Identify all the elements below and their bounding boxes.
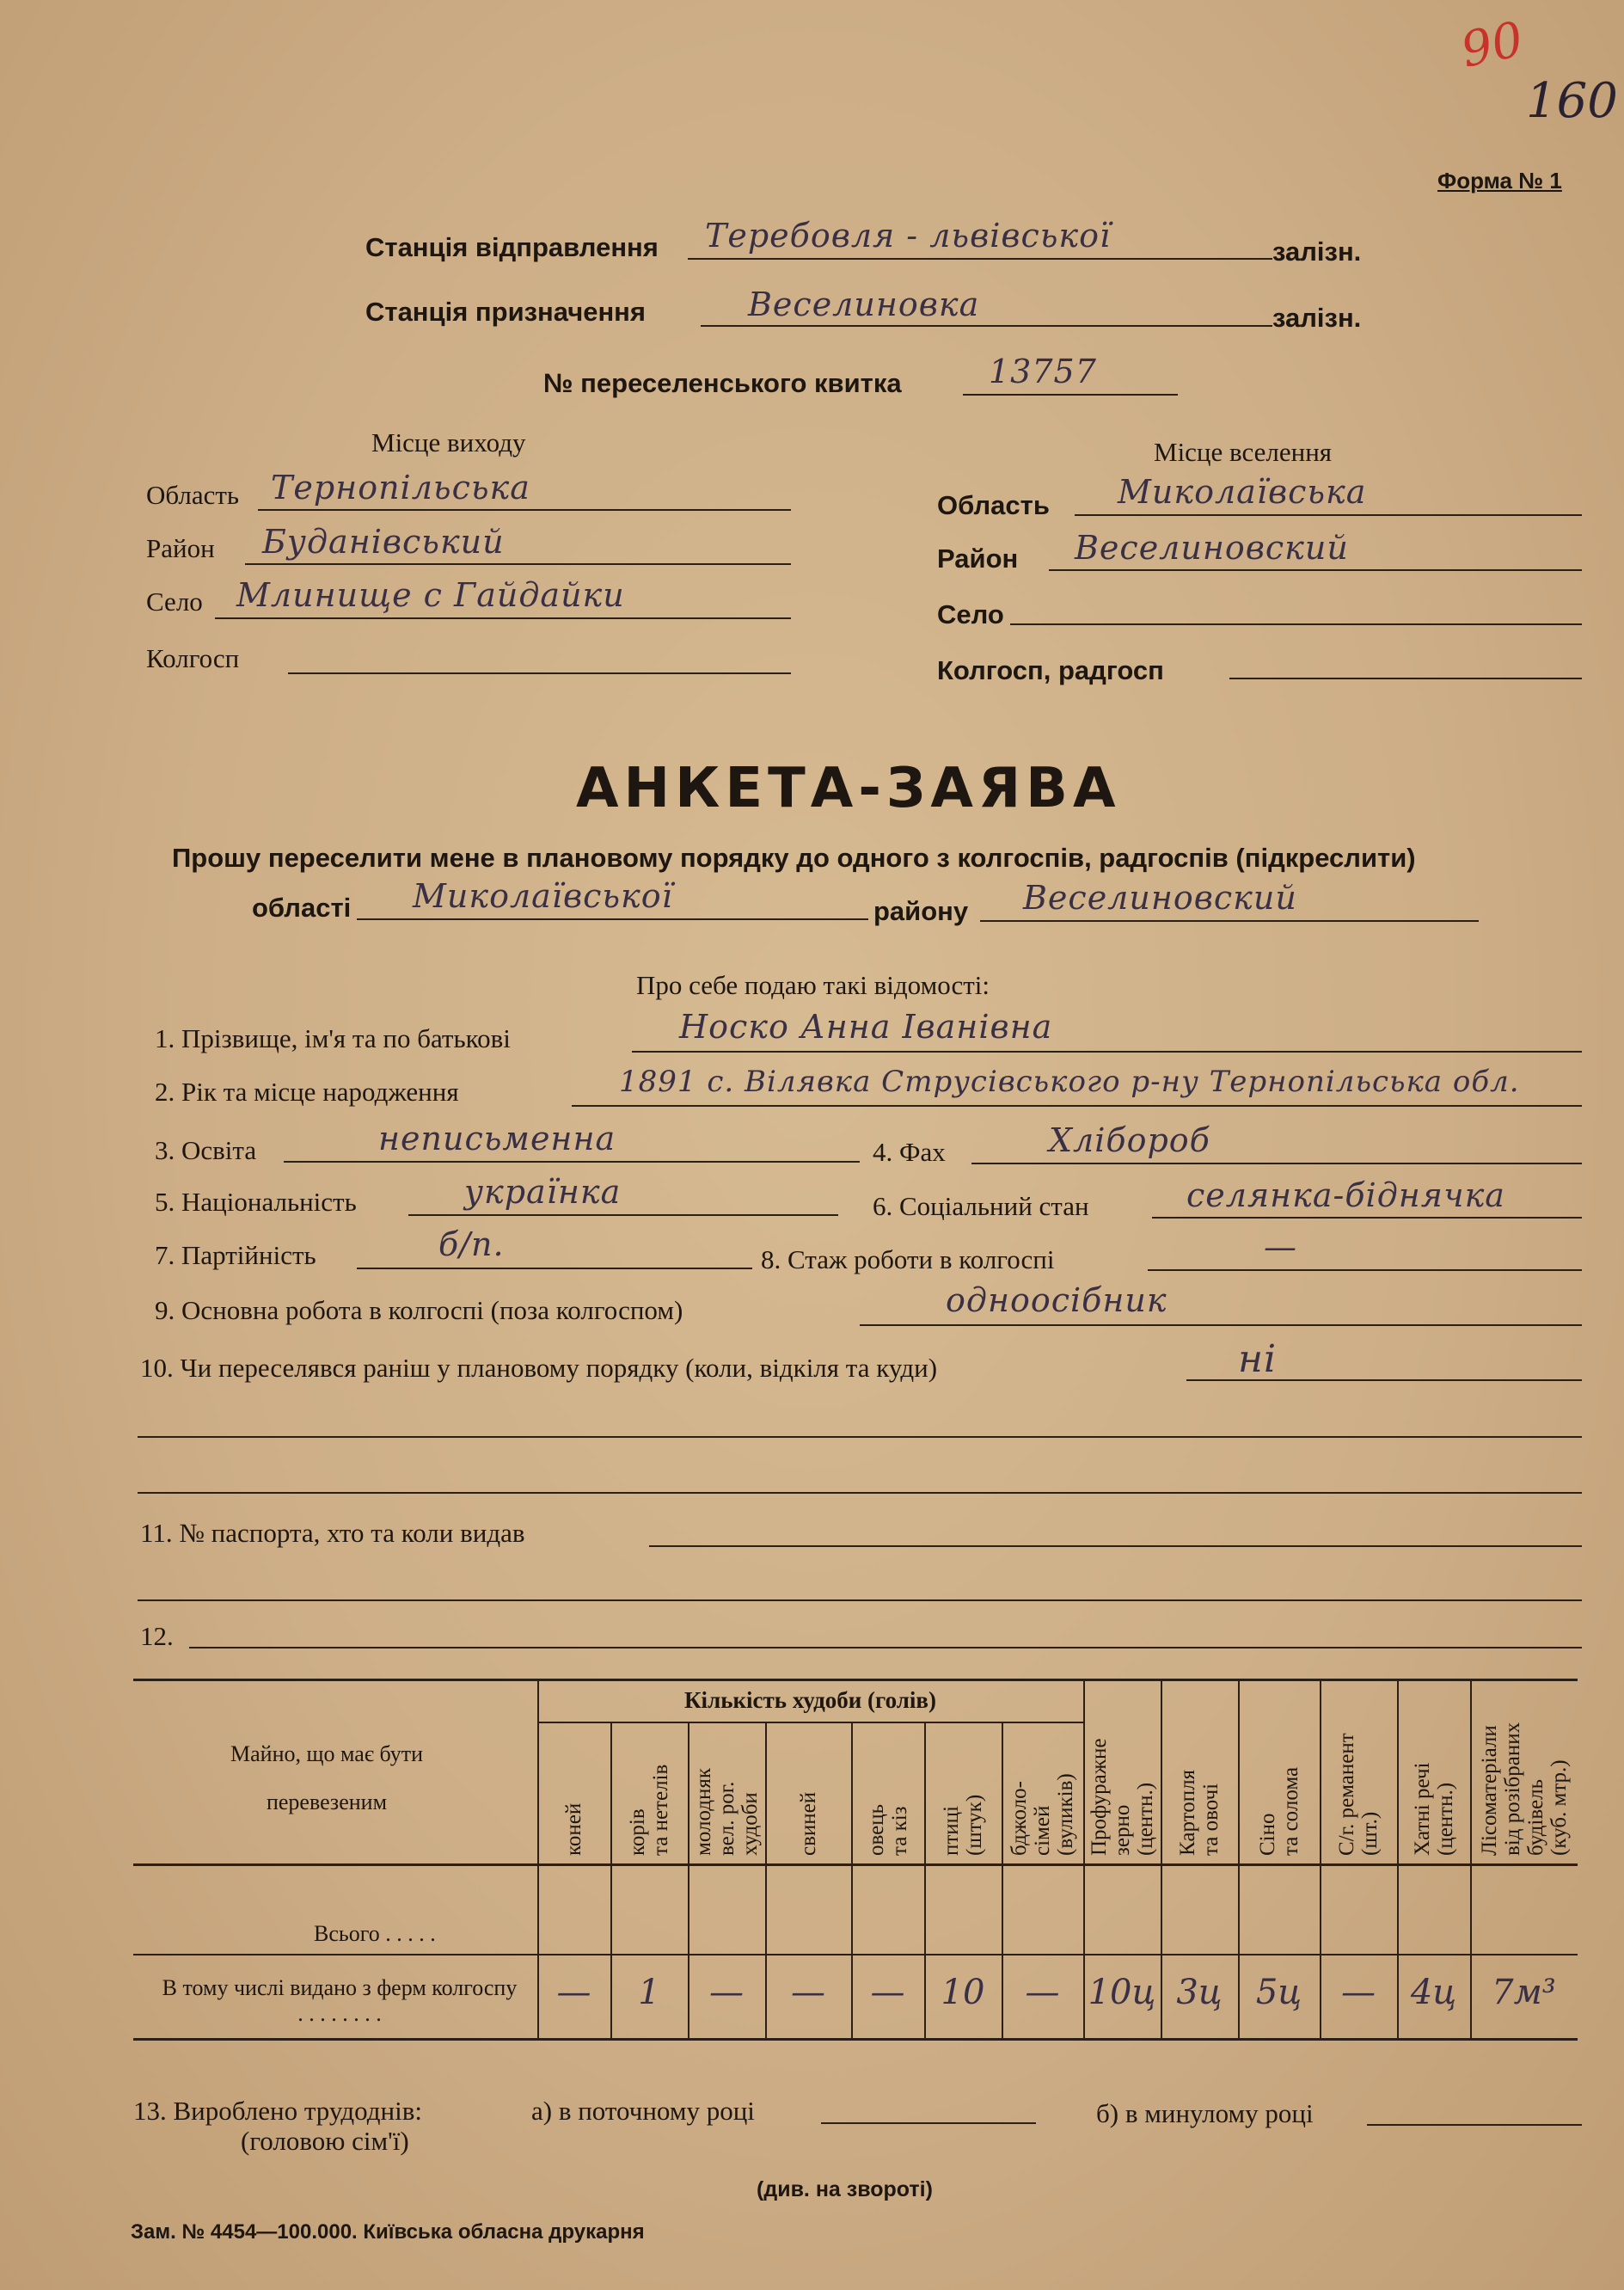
origin-kolhosp-label: Колгосп	[146, 643, 240, 673]
issued-cell: 7м³	[1492, 1973, 1556, 2012]
column-header: С/г. реманент (шт.)	[1335, 1733, 1382, 1856]
origin-selo-value: Млинище с Гайдайки	[236, 576, 625, 614]
dest-selo-label: Село	[937, 599, 1004, 629]
request-oblast-label: області	[252, 893, 352, 923]
origin-raion-value: Буданівський	[262, 523, 505, 561]
f12-label: 12.	[140, 1621, 174, 1651]
request-raion-value: Веселиновский	[1023, 879, 1297, 917]
column-header: Профуражне зерно (центн.)	[1087, 1738, 1157, 1856]
ticket-label: № переселенського квитка	[543, 368, 902, 398]
archive-number-red: 90	[1456, 11, 1529, 79]
f4-label: 4. Фах	[873, 1137, 946, 1167]
f5-label: 5. Національність	[155, 1187, 357, 1217]
workdays-b-label: б) в минулому році	[1096, 2098, 1314, 2128]
f6-label: 6. Соціальний стан	[873, 1191, 1089, 1221]
f8-value: —	[1264, 1228, 1297, 1266]
origin-oblast-label: Область	[146, 480, 240, 510]
dest-raion-value: Веселиновский	[1075, 529, 1349, 567]
printer-note: Зам. № 4454—100.000. Київська обласна друкарня	[131, 2220, 645, 2244]
issued-cell: 3ц	[1176, 1973, 1223, 2012]
departure-value: Теребовля - львівської	[705, 217, 1112, 255]
reverse-note: (див. на звороті)	[757, 2177, 933, 2201]
f2-label: 2. Рік та місце народження	[155, 1077, 459, 1107]
f11-label: 11. № паспорта, хто та коли видав	[140, 1518, 525, 1548]
issued-cell: —	[870, 1973, 905, 2012]
f7-value: б/п.	[438, 1225, 505, 1263]
f9-label: 9. Основна робота в колгоспі (поза колгоспом)	[155, 1295, 683, 1325]
issued-cell: 1	[638, 1973, 660, 2012]
row-total-label: Всього . . . . .	[314, 1921, 436, 1946]
f9-value: одноосібник	[946, 1281, 1167, 1319]
f7-label: 7. Партійність	[155, 1240, 316, 1270]
property-table	[133, 1679, 1578, 2040]
request-oblast-value: Миколаївської	[413, 877, 673, 915]
f10-value: ні	[1238, 1337, 1278, 1381]
table-group-header: Кількість худоби (голів)	[683, 1687, 937, 1713]
request-raion-label: району	[873, 896, 969, 926]
issued-cell: 10ц	[1088, 1973, 1156, 2012]
issued-cell: 5ц	[1255, 1973, 1302, 2012]
request-text: Прошу переселити мене в плановому порядку до одного з колгоспів, радгоспів (підкреслити)	[172, 843, 1416, 873]
origin-raion-label: Район	[146, 533, 215, 563]
dest-oblast-label: Область	[937, 490, 1050, 520]
issued-cell: 4ц	[1410, 1973, 1457, 2012]
workdays-a-label: а) в поточному році	[531, 2096, 755, 2126]
ticket-value: 13757	[989, 353, 1097, 390]
f3-label: 3. Освіта	[155, 1135, 257, 1165]
f1-value: Носко Анна Іванівна	[679, 1008, 1053, 1046]
column-header: Лісоматеріали від розібраних будівель (куб. мтр.)	[1477, 1722, 1571, 1856]
f4-value: Хлібороб	[1049, 1121, 1210, 1159]
column-header: Хатні речі (центн.)	[1410, 1762, 1457, 1856]
f5-value: українка	[464, 1173, 622, 1211]
intro-text: Про себе подаю такі відомості:	[636, 970, 990, 1000]
issued-cell: —	[709, 1973, 744, 2012]
destination-suffix: залізн.	[1272, 303, 1362, 333]
f1-label: 1. Прізвище, ім'я та по батькові	[155, 1023, 511, 1053]
issued-cell: —	[556, 1973, 591, 2012]
column-header: птиці (штук)	[940, 1794, 986, 1856]
f10-label: 10. Чи переселявся раніш у плановому порядку (коли, відкіля та куди)	[140, 1353, 938, 1383]
issued-cell: —	[791, 1973, 825, 2012]
column-header: Сіно та солома	[1255, 1766, 1302, 1856]
issued-cell: —	[1341, 1973, 1376, 2012]
dest-kolhosp-label: Колгосп, радгосп	[937, 655, 1164, 685]
issued-cell: 10	[941, 1973, 985, 2012]
origin-oblast-value: Тернопільська	[271, 469, 530, 507]
workdays-sub: (головою сім'ї)	[241, 2126, 409, 2156]
origin-selo-label: Село	[146, 586, 203, 617]
departure-suffix: залізн.	[1272, 236, 1362, 267]
table-row-header: Майно, що має бути перевезеним	[230, 1741, 423, 1814]
f6-value: селянка-біднячка	[1186, 1176, 1505, 1214]
f3-value: неписьменна	[378, 1120, 616, 1157]
column-header: корів та нетелів	[626, 1764, 672, 1856]
column-header: овець та кіз	[864, 1803, 911, 1856]
dest-heading: Місце вселення	[1154, 437, 1333, 467]
document-title: АНКЕТА-ЗАЯВА	[576, 757, 1121, 820]
origin-heading: Місце виходу	[371, 427, 526, 457]
column-header: Картопля та овочі	[1176, 1769, 1223, 1856]
issued-cell: —	[1025, 1973, 1060, 2012]
destination-value: Веселиновка	[748, 285, 980, 323]
dest-raion-label: Район	[937, 543, 1019, 574]
dest-oblast-value: Миколаївська	[1118, 473, 1367, 511]
column-header: коней	[562, 1802, 585, 1856]
column-header: молодняк вел. рог. худоби	[691, 1768, 762, 1856]
column-header: свиней	[796, 1791, 820, 1856]
workdays-label: 13. Вироблено трудоднів:	[133, 2096, 423, 2126]
column-header: бджоло- сімей (вуликів)	[1008, 1773, 1077, 1856]
row-issued-label: В тому числі видано з ферм колгоспу . . . . . . . .	[162, 1975, 518, 2026]
f2-value: 1891 с. Вілявка Струсівського р-ну Тернопільська обл.	[619, 1065, 1520, 1099]
form-label: Форма № 1	[1437, 168, 1562, 193]
archive-number: 160	[1526, 73, 1618, 129]
departure-label: Станція відправлення	[365, 232, 659, 262]
destination-label: Станція призначення	[365, 297, 646, 327]
f8-label: 8. Стаж роботи в колгоспі	[761, 1244, 1055, 1274]
